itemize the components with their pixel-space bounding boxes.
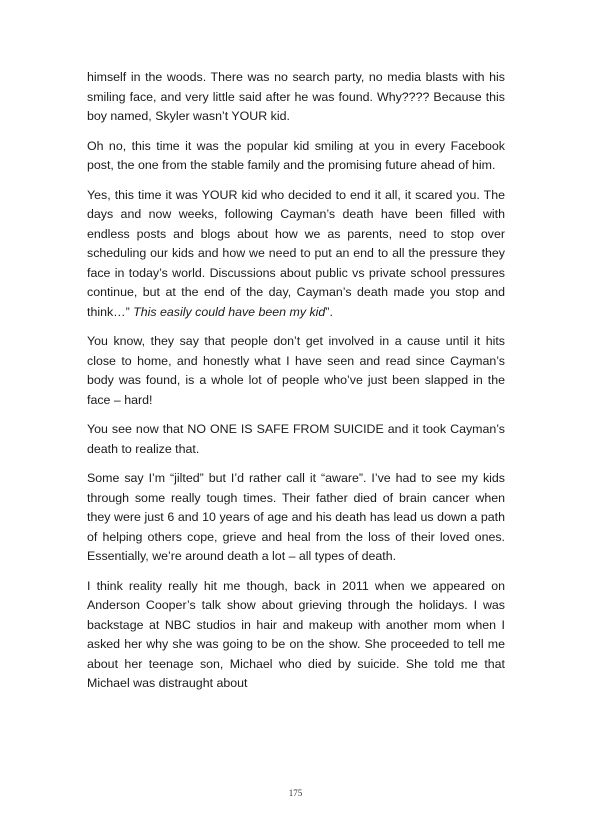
paragraph-1: himself in the woods. There was no search party, no media blasts with his smiling face, and very little said after he was found. Why???? Because this boy named, Skyler wasn’t YOUR kid. bbox=[87, 70, 505, 123]
page-body bbox=[87, 68, 505, 704]
paragraph-7: I think reality really hit me though, back in 2011 when we appeared on Anderson Cooper’s talk show about grieving through the holidays. I was backstage at NBC studios in hair and makeup with another mom when I asked her why she was going to be on the show. She proceeded to tell me about her teenage son, Michael who died by suicide. She told me that Michael was distraught about bbox=[87, 578, 505, 690]
italic-quote: This easily could have been my kid bbox=[133, 304, 326, 319]
paragraph-6: Some say I’m “jilted” but I’d rather call it “aware”. I’ve had to see my kids through some really tough times. Their father died of brain cancer when they were just 6 and 10 years of age and his death has lead us down a path of helping others cope, grieve and heal from the loss of their loved ones. Essentially, we’re around death a lot – all types of death. bbox=[87, 471, 505, 563]
paragraph-4: You know, they say that people don’t get involved in a cause until it hits close to home, and honestly what I have seen and read since Cayman’s body was found, is a whole lot of people who’ve just been slapped in the face – hard! bbox=[87, 334, 505, 407]
paragraph-2: Oh no, this time it was the popular kid smiling at you in every Facebook post, the one from the stable family and the promising future ahead of him. bbox=[87, 138, 505, 172]
paragraph-5: You see now that NO ONE IS SAFE FROM SUICIDE and it took Cayman’s death to realize that. bbox=[87, 422, 505, 456]
page-number: 175 bbox=[288, 788, 303, 798]
paragraph-3: Yes, this time it was YOUR kid who decided to end it all, it scared you. The days and now weeks, following Cayman’s death have been filled with endless posts and blogs about how we as parents, need to stop over scheduling our kids and how we need to put an end to all the pressure they face in today’s world. Discussions about public vs private school pressures continue, but at the end of the day, Cayman’s death made you stop and think…” This easily could have been my kid”. bbox=[87, 187, 505, 319]
